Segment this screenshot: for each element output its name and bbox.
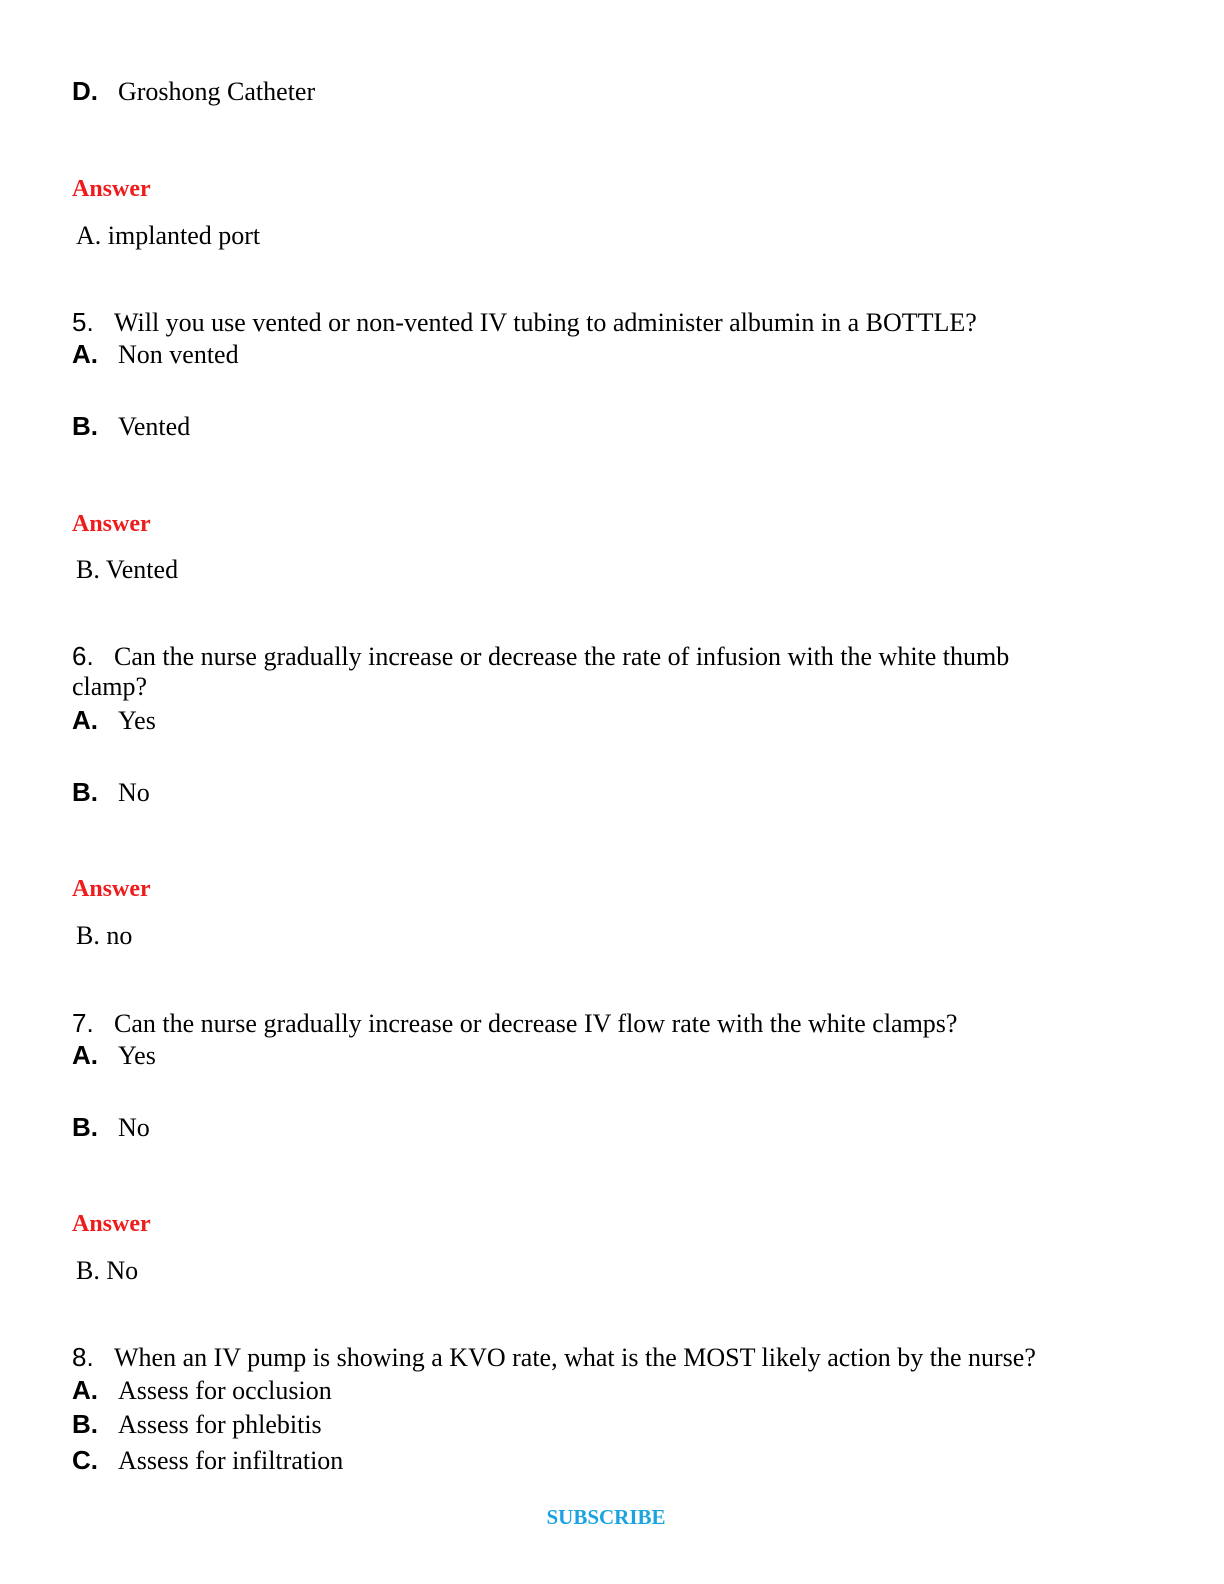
question-7 [72,1008,957,1039]
answer-label: Answer [72,876,151,902]
option-letter: B. [72,777,98,807]
question-8 [72,1342,1036,1373]
question-number: 7. [72,1008,94,1038]
question-6 [72,641,1009,672]
answer-text: B. No [76,1256,139,1285]
q7-option-a [72,1040,156,1071]
subscribe-link[interactable]: SUBSCRIBE [546,1505,666,1529]
option-text: Assess for occlusion [118,1376,332,1405]
q8-option-b [72,1409,322,1440]
q6-option-a [72,705,156,736]
answer-label: Answer [72,176,151,202]
option-letter: A. [72,705,98,735]
question-6-continuation: clamp? [72,672,148,701]
question-text: Will you use vented or non-vented IV tubing to administer albumin in a BOTTLE? [114,308,977,337]
q4-option-d [72,76,315,107]
option-letter: A. [72,339,98,369]
answer-label: Answer [72,1211,151,1237]
question-text: Can the nurse gradually increase or decrease IV flow rate with the white clamps? [114,1009,958,1038]
option-letter: C. [72,1445,98,1475]
option-letter: B. [72,1409,98,1439]
option-letter: B. [72,1112,98,1142]
option-text: Yes [118,706,156,735]
q7-option-b [72,1112,150,1143]
option-letter: A. [72,1040,98,1070]
option-text: Vented [118,412,191,441]
q6-option-b [72,777,150,808]
question-text: Can the nurse gradually increase or decrease the rate of infusion with the white thumb [114,642,1010,671]
option-text: No [118,778,150,807]
option-text: Assess for phlebitis [118,1410,322,1439]
question-number: 6. [72,641,94,671]
option-text: Assess for infiltration [118,1446,344,1475]
q5-option-a [72,339,239,370]
option-text: Non vented [118,340,239,369]
answer-label: Answer [72,511,151,537]
q8-option-c [72,1445,343,1476]
q8-option-a [72,1375,332,1406]
option-letter: B. [72,411,98,441]
question-5 [72,307,977,338]
option-letter: A. [72,1375,98,1405]
answer-text: B. Vented [76,555,179,584]
question-number: 8. [72,1342,94,1372]
question-text: When an IV pump is showing a KVO rate, what is the MOST likely action by the nurse? [114,1343,1036,1372]
option-letter: D. [72,76,98,106]
option-text: Groshong Catheter [118,77,316,106]
option-text: Yes [118,1041,156,1070]
option-text: No [118,1113,150,1142]
answer-text: B. no [76,921,133,950]
question-number: 5. [72,307,94,337]
answer-text: A. implanted port [76,221,261,250]
q5-option-b [72,411,190,442]
